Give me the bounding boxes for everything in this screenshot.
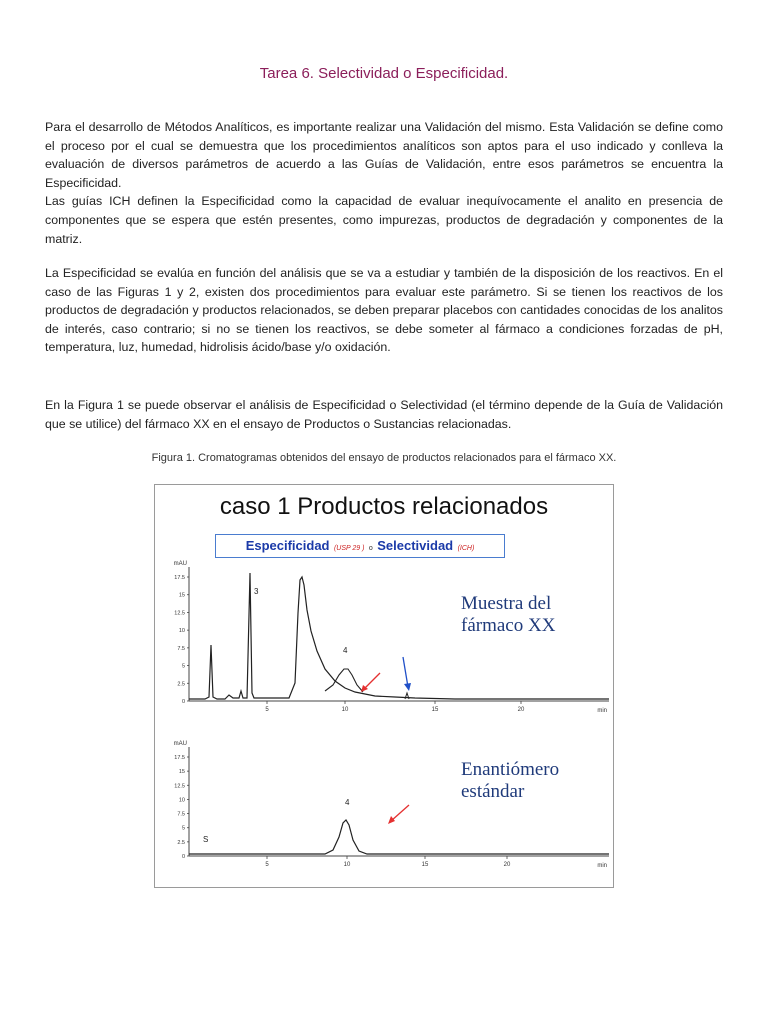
red-arrow xyxy=(391,805,409,821)
standard-marker-label: S xyxy=(203,835,209,844)
y-tick-label: 7.5 xyxy=(177,811,185,818)
blue-arrow xyxy=(403,657,408,687)
y-tick-label: 0 xyxy=(181,854,185,860)
peak-4-sample xyxy=(325,669,363,692)
banner-ich: (ICH) xyxy=(457,545,475,552)
y-tick-label: 17.5 xyxy=(174,755,185,761)
y-tick-label: 2.5 xyxy=(177,839,185,846)
red-arrowhead xyxy=(388,816,395,824)
label-line: Enantiómero xyxy=(461,759,560,780)
y-tick-label: 15 xyxy=(178,769,185,776)
banner-usp: (USP 29 ) xyxy=(333,545,365,552)
paragraph-figura-1 xyxy=(45,396,723,433)
x-tick-label: 10 xyxy=(343,862,351,868)
chromatogram-trace-enantiomer xyxy=(189,820,609,854)
x-tick-label: 10 xyxy=(341,707,349,713)
y-tick-label: 10 xyxy=(178,797,185,804)
y-tick-label: 12.5 xyxy=(174,610,185,617)
x-tick-label: 20 xyxy=(517,707,525,713)
y-unit-label: mAU xyxy=(173,741,187,747)
page-title: Tarea 6. Selectividad o Especificidad. xyxy=(259,65,509,82)
label-line: Muestra del xyxy=(461,593,552,614)
figure-heading: caso 1 Productos relacionados xyxy=(219,493,549,520)
label-line: estándar xyxy=(461,781,525,802)
y-tick-label: 12.5 xyxy=(174,783,185,790)
y-tick-label: 17.5 xyxy=(174,575,185,581)
y-tick-label: 2.5 xyxy=(177,681,185,688)
banner-especificidad: Especificidad xyxy=(245,538,330,553)
x-tick-label: 20 xyxy=(503,862,511,868)
paragraph-line: En la Figura 1 se puede observar el análisis de Especificidad o Selectividad (el término depende de la Guía de Validación que se utilice) del fármaco XX en el ensayo de Productos o Sustancias relacionadas. xyxy=(45,398,723,431)
paragraph-line: La Especificidad se evalúa en función del análisis que se va a estudiar y también de la disposición de los reactivos. En el caso de las Figuras 1 y 2, existen dos procedimientos para evaluar este parámetro. Si se tienen los reactivos de los productos de degradación y productos relacionados, se deben preparar placebos con cantidades conocidas de los analitos de interés, caso contrario; si no se tienen los reactivos, se debe someter al fármaco a condiciones forzadas de pH, temperatura, luz, humedad, hidrolisis ácido/base y/o oxidación. xyxy=(45,266,723,355)
x-unit-label: min xyxy=(597,863,607,869)
chromatogram-sample xyxy=(174,561,609,714)
blue-arrowhead xyxy=(404,683,411,691)
label-line: fármaco XX xyxy=(461,615,556,636)
banner-o: o xyxy=(368,545,373,552)
y-tick-label: 7.5 xyxy=(177,645,185,652)
label-enantiomero-estandar xyxy=(461,759,559,803)
paragraph-line: Las guías ICH definen la Especificidad como la capacidad de evaluar inequívocamente el analito en presencia de componentes que se espera que estén presentes, como impurezas, productos de degradación y componentes de la matriz. xyxy=(45,194,723,246)
peak-label-3: 3 xyxy=(254,587,259,596)
peak-label-4: 4 xyxy=(345,798,350,807)
peak-label-4: 4 xyxy=(343,646,348,655)
paragraph-validation-intro xyxy=(45,118,723,248)
y-tick-label: 15 xyxy=(178,592,185,599)
chromatogram-plots xyxy=(155,485,613,887)
x-tick-label: 5 xyxy=(265,862,269,868)
y-tick-label: 0 xyxy=(181,699,185,705)
y-tick-label: 10 xyxy=(178,628,185,635)
y-tick-label: 5 xyxy=(181,825,185,832)
label-muestra-farmaco xyxy=(461,593,555,637)
x-unit-label: min xyxy=(597,708,607,714)
chromatogram-figure xyxy=(154,484,614,888)
paragraph-especificidad xyxy=(45,264,723,357)
y-tick-label: 5 xyxy=(181,663,185,670)
x-tick-label: 15 xyxy=(421,862,429,868)
x-tick-label: 15 xyxy=(431,707,439,713)
figure-caption: Figura 1. Cromatogramas obtenidos del ensayo de productos relacionados para el fármaco XX. xyxy=(151,452,617,464)
y-unit-label: mAU xyxy=(173,561,187,567)
paragraph-line: Para el desarrollo de Métodos Analíticos, es importante realizar una Validación del mismo. Esta Validación se define como el proceso por el cual se demuestra que los procedimientos analíticos son aptos para el uso indicado y conlleva la evaluación de diversos parámetros de acuerdo a las Guías de Validación, entre esos parámetros se encuentra la Especificidad. xyxy=(45,120,723,190)
banner-selectividad: Selectividad xyxy=(377,538,454,553)
x-tick-label: 5 xyxy=(265,707,269,713)
